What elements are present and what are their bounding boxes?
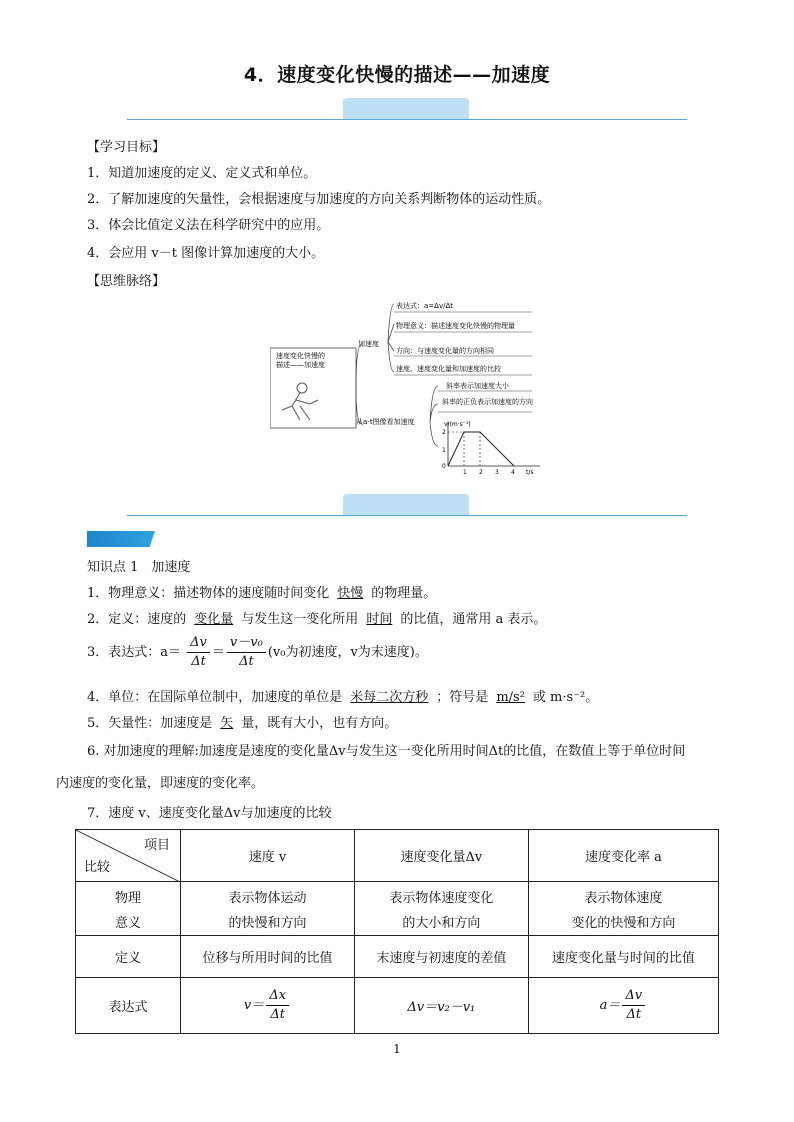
text: 变化的快慢和方向 bbox=[571, 915, 676, 931]
table-row-label: 定义 bbox=[76, 936, 181, 978]
mind-map-leaf: 物理意义：描述速度变化快慢的物理量 bbox=[396, 322, 515, 330]
knowledge-line-6a: 6. 对加速度的理解:加速度是速度的变化量Δv与发生这一变化所用时间Δt的比值，在数值上等于单位时间 bbox=[87, 744, 686, 759]
knowledge-line-5 bbox=[87, 712, 397, 731]
text: 1．物理意义：描述物体的速度随时间变化 bbox=[87, 586, 330, 601]
numerator: Δx bbox=[266, 987, 289, 1006]
vt-graph-ytick: 0 bbox=[442, 463, 446, 470]
fraction bbox=[227, 634, 266, 671]
text: v＝ bbox=[243, 998, 265, 1013]
table-header-cell: 速度 v bbox=[181, 830, 355, 882]
section-flag bbox=[87, 531, 155, 547]
answer-blank: m/s² bbox=[496, 690, 525, 705]
knowledge-line-6b: 内速度的变化量，即速度的变化率。 bbox=[56, 776, 265, 791]
text: ；符号是 bbox=[436, 690, 489, 705]
fraction bbox=[187, 634, 210, 671]
corner-bottom-label: 比较 bbox=[84, 860, 111, 875]
section-banner-tab bbox=[343, 98, 469, 119]
knowledge-line-7: 7．速度 v、速度变化量Δv与加速度的比较 bbox=[87, 806, 332, 821]
text: 5．矢量性：加速度是 bbox=[87, 716, 213, 731]
table-cell: Δv＝v₂－v₁ bbox=[354, 978, 528, 1034]
table-row-label: 表达式 bbox=[76, 978, 181, 1034]
table-cell: 位移与所用时间的比值 bbox=[181, 936, 355, 978]
section-banner-tab bbox=[343, 494, 469, 515]
knowledge-line-4 bbox=[87, 686, 598, 705]
text: 的快慢和方向 bbox=[228, 915, 307, 931]
text: 的比值，通常用 a 表示。 bbox=[400, 612, 547, 627]
text: 意义 bbox=[114, 915, 141, 931]
mind-map-branch-a: 加速度 bbox=[358, 340, 379, 348]
table-cell bbox=[528, 978, 718, 1034]
section-banner-line bbox=[127, 515, 687, 516]
denominator: Δt bbox=[270, 1007, 285, 1022]
table-cell bbox=[354, 882, 528, 936]
fraction bbox=[622, 987, 645, 1024]
goals-heading: 【学习目标】 bbox=[87, 140, 166, 155]
mind-map bbox=[270, 296, 560, 476]
table-cell bbox=[181, 882, 355, 936]
table-row bbox=[76, 830, 719, 882]
text: 物理 bbox=[114, 890, 141, 906]
knowledge-line-3 bbox=[87, 634, 428, 671]
text: 4．单位：在国际单位制中，加速度的单位是 bbox=[87, 690, 343, 705]
text: 的大小和方向 bbox=[402, 915, 481, 931]
text: 或 m·s⁻²。 bbox=[532, 690, 599, 705]
goal-item: 4．会应用 v－t 图像计算加速度的大小。 bbox=[87, 246, 325, 261]
table-row bbox=[76, 978, 719, 1034]
mind-map-leaf: 速度、速度变化量和加速度的比较 bbox=[396, 365, 501, 373]
vt-graph bbox=[442, 421, 540, 476]
vt-graph-ytick: 2 bbox=[442, 429, 446, 436]
answer-blank: 矢 bbox=[220, 716, 234, 731]
vt-graph-xtick: 2 bbox=[479, 469, 483, 476]
text: 量，既有大小，也有方向。 bbox=[241, 716, 398, 731]
text: 与发生这一变化所用 bbox=[241, 612, 359, 627]
table-row bbox=[76, 882, 719, 936]
vt-graph-xlabel: t/s bbox=[526, 469, 534, 476]
text: 表示物体速度 bbox=[584, 890, 663, 906]
text: a＝ bbox=[599, 998, 621, 1013]
vt-graph-xtick: 4 bbox=[511, 469, 515, 476]
table-corner-cell bbox=[76, 830, 181, 882]
text: 3．表达式：a＝ bbox=[87, 645, 182, 660]
table-cell bbox=[528, 882, 718, 936]
text: 表示物体运动 bbox=[228, 890, 307, 906]
vt-graph-ytick: 1 bbox=[442, 447, 446, 454]
text: ＝ bbox=[211, 645, 225, 660]
denominator: Δt bbox=[626, 1007, 642, 1022]
page-number: 1 bbox=[393, 1042, 401, 1056]
answer-blank: 时间 bbox=[366, 612, 393, 627]
numerator: Δv bbox=[622, 987, 645, 1006]
section-banner-line bbox=[127, 119, 687, 120]
numerator: v－v₀ bbox=[227, 634, 266, 653]
table-header-cell: 速度变化量Δv bbox=[354, 830, 528, 882]
table-header-cell: 速度变化率 a bbox=[528, 830, 718, 882]
knowledge-heading: 知识点 1 加速度 bbox=[87, 560, 191, 575]
vt-graph-line bbox=[448, 432, 514, 466]
mind-map-branch-b: 从a-t图像看加速度 bbox=[356, 418, 415, 426]
table-row bbox=[76, 936, 719, 978]
comparison-table bbox=[75, 829, 719, 1034]
text: 表示物体速度变化 bbox=[389, 890, 494, 906]
goal-item: 2．了解加速度的矢量性，会根据速度与加速度的方向关系判断物体的运动性质。 bbox=[87, 192, 551, 207]
mind-map-leaf: 表达式：a=Δv/Δt bbox=[396, 302, 453, 310]
table-cell: 末速度与初速度的差值 bbox=[354, 936, 528, 978]
numerator: Δv bbox=[187, 634, 210, 653]
mind-map-root-text: 速度变化快慢的描述——加速度 bbox=[276, 352, 325, 369]
knowledge-line-2 bbox=[87, 608, 546, 627]
answer-blank: 快慢 bbox=[337, 586, 364, 601]
mind-map-leaf: 斜率的正负表示加速度的方向 bbox=[442, 398, 533, 406]
knowledge-line-1 bbox=[87, 582, 436, 601]
table-cell bbox=[181, 978, 355, 1034]
page-title: 4．速度变化快慢的描述——加速度 bbox=[243, 64, 551, 86]
vt-graph-xtick: 1 bbox=[463, 469, 467, 476]
table-row-label bbox=[76, 882, 181, 936]
answer-blank: 变化量 bbox=[194, 612, 234, 627]
fraction bbox=[266, 987, 289, 1024]
denominator: Δt bbox=[191, 654, 206, 669]
denominator: Δt bbox=[239, 654, 254, 669]
vt-graph-ylabel: v/(m·s⁻¹) bbox=[444, 421, 471, 428]
corner-top-label: 项目 bbox=[143, 838, 170, 853]
goal-item: 1．知道加速度的定义、定义式和单位。 bbox=[87, 166, 317, 181]
mind-map-leaf: 方向：与速度变化量的方向相同 bbox=[396, 347, 494, 355]
mind-map-root-box bbox=[270, 348, 356, 428]
text: 2．定义：速度的 bbox=[87, 612, 187, 627]
mind-map-leaf: 斜率表示加速度大小 bbox=[446, 382, 509, 390]
vt-graph-xtick: 3 bbox=[495, 469, 499, 476]
map-heading: 【思维脉络】 bbox=[87, 274, 166, 289]
table-cell: 速度变化量与时间的比值 bbox=[528, 936, 718, 978]
goal-item: 3．体会比值定义法在科学研究中的应用。 bbox=[87, 218, 330, 233]
answer-blank: 米每二次方秒 bbox=[350, 690, 429, 705]
text: 的物理量。 bbox=[371, 586, 437, 601]
text: (v₀为初速度，v为末速度)。 bbox=[267, 645, 428, 660]
